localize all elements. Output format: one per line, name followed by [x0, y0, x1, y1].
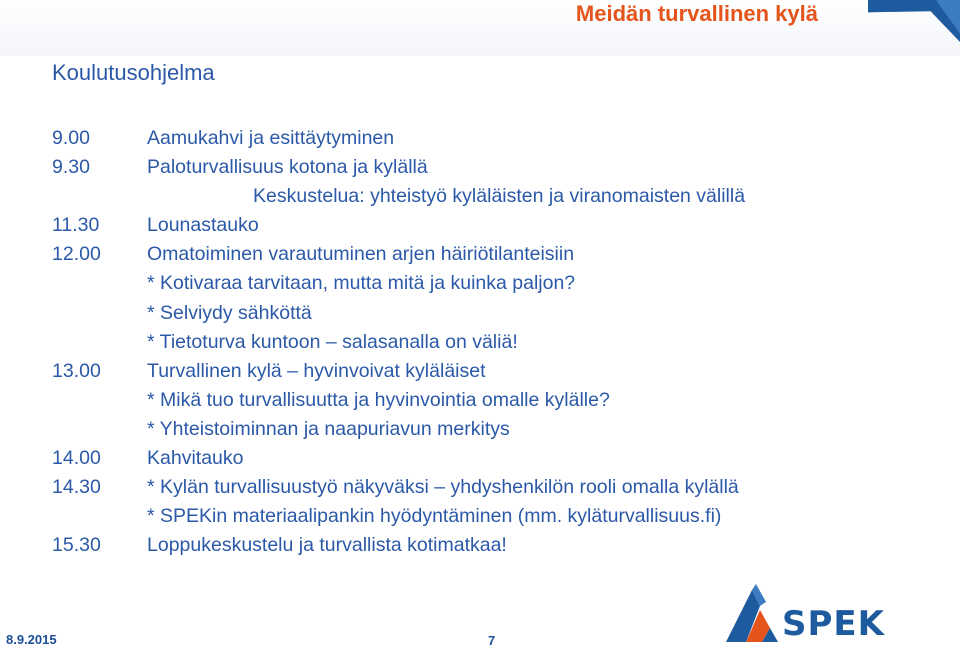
program-text: * Yhteistoiminnan ja naapuriavun merkitys — [147, 417, 510, 440]
logo-wordmark: SPEK — [782, 604, 885, 644]
program-time: 12.00 — [52, 243, 101, 266]
flame-logo-icon — [722, 584, 780, 644]
program-list — [52, 124, 952, 560]
program-row — [52, 357, 952, 386]
program-text: * Selviydy sähköttä — [147, 301, 312, 324]
program-text: * Kylän turvallisuustyö näkyväksi – yhdyshenkilön rooli omalla kylällä — [147, 476, 739, 499]
program-time: 9.00 — [52, 127, 90, 149]
program-row — [52, 473, 952, 502]
program-text: Omatoiminen varautuminen arjen häiriötilanteisiin — [147, 243, 575, 266]
program-text: Loppukeskustelu ja turvallista kotimatkaa! — [147, 534, 507, 557]
program-text: Kahvitauko — [147, 447, 244, 470]
program-text: Keskustelua: yhteistyö kyläläisten ja viranomaisten välillä — [253, 185, 746, 208]
program-row — [52, 386, 952, 415]
program-row — [52, 299, 952, 328]
program-row — [52, 415, 952, 444]
program-row — [52, 182, 952, 211]
program-row — [52, 328, 952, 357]
program-time: 13.00 — [52, 359, 101, 382]
footer-date: 8.9.2015 — [6, 632, 57, 647]
program-time: 11.30 — [52, 214, 100, 237]
program-time: 15.30 — [52, 534, 101, 557]
program-time: 14.30 — [52, 476, 101, 499]
program-row — [52, 240, 952, 269]
program-row — [52, 124, 952, 153]
program-time: 9.30 — [52, 156, 90, 179]
program-text: * Kotivaraa tarvitaan, mutta mitä ja kuinka paljon? — [147, 272, 576, 295]
program-text: Paloturvallisuus kotona ja kylällä — [147, 156, 428, 179]
program-text: * SPEKin materiaalipankin hyödyntäminen (mm. kyläturvallisuus.fi) — [147, 505, 722, 528]
program-text: Turvallinen kylä – hyvinvoivat kyläläiset — [147, 359, 486, 382]
page-number: 7 — [488, 633, 496, 648]
program-row — [52, 444, 952, 473]
program-text: Lounastauko — [147, 214, 259, 237]
program-text: * Mikä tuo turvallisuutta ja hyvinvointia omalle kylälle? — [147, 388, 610, 411]
program-text: * Tietoturva kuntoon – salasanalla on väliä! — [147, 330, 518, 353]
spek-logo — [722, 584, 885, 644]
program-row — [52, 269, 952, 298]
program-time: 14.00 — [52, 447, 101, 470]
program-row — [52, 531, 952, 560]
header-title: Meidän turvallinen kylä — [575, 1, 818, 26]
program-row — [52, 502, 952, 531]
program-row — [52, 153, 952, 182]
program-row — [52, 211, 952, 240]
program-text: Aamukahvi ja esittäytyminen — [147, 127, 395, 149]
page-title: Koulutusohjelma — [52, 60, 215, 85]
